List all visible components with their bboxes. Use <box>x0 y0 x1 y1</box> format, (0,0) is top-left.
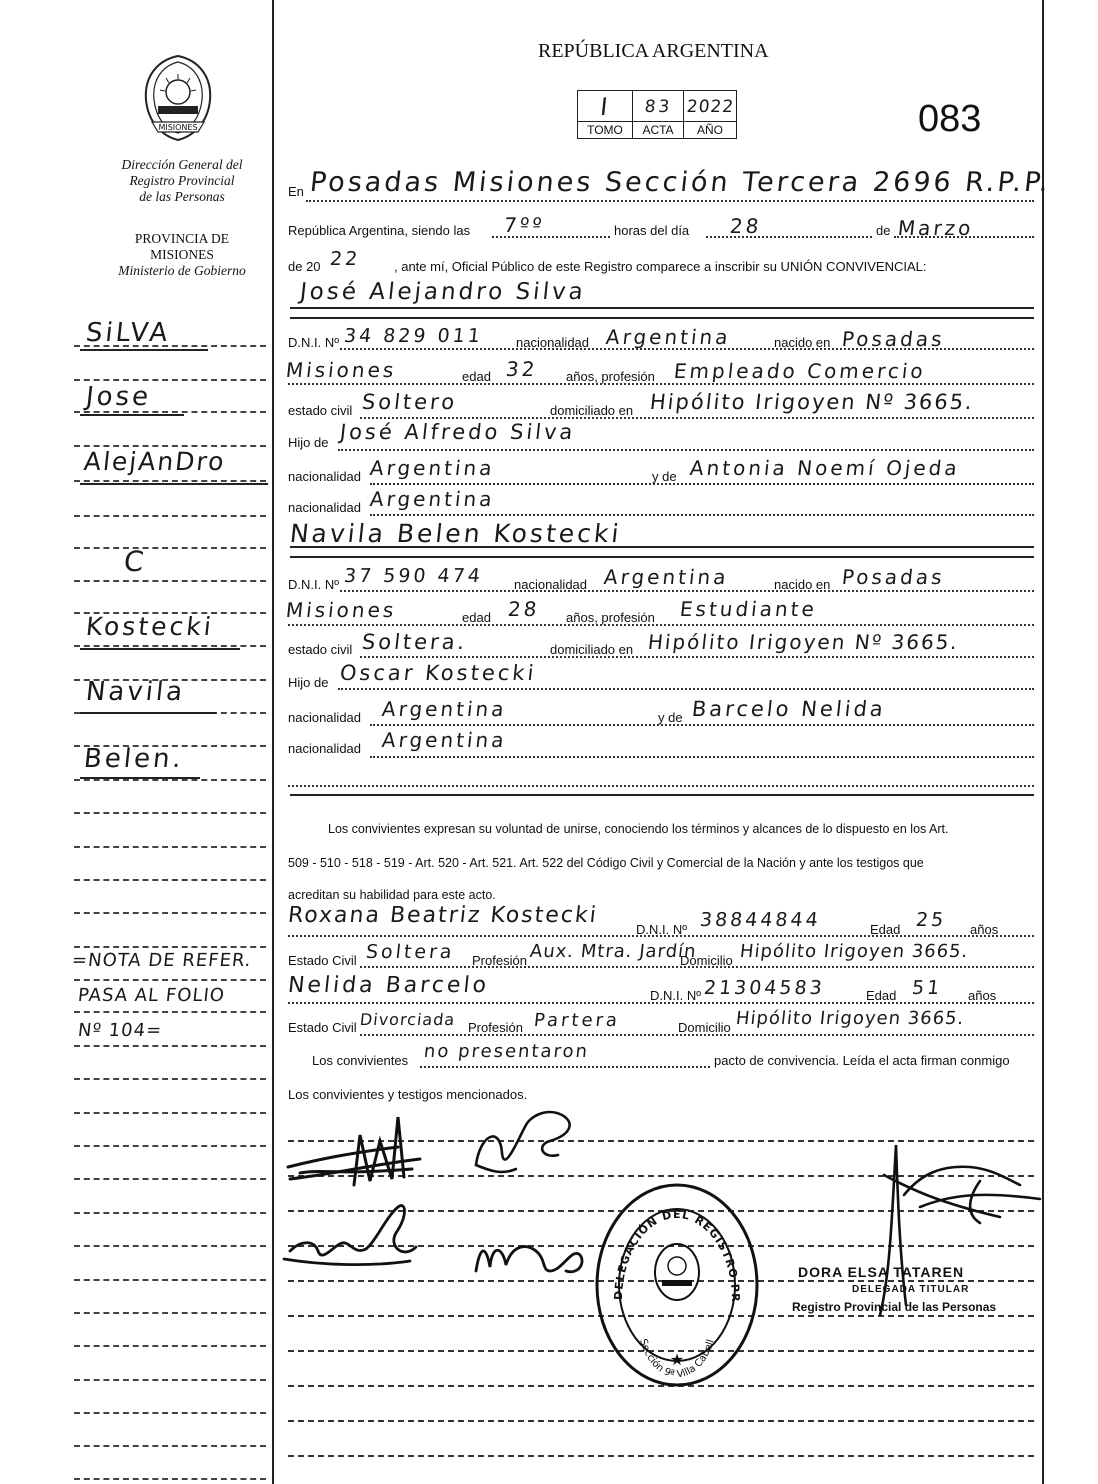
margin-underline <box>80 414 184 416</box>
dotted-line <box>706 236 872 238</box>
margin-ruled-line <box>74 1178 266 1180</box>
margin-c: C <box>122 545 149 578</box>
witness-anos-label: años <box>968 988 997 1003</box>
de-label: de <box>876 223 891 238</box>
yde-label: y de <box>652 469 677 484</box>
edad-label: edad <box>462 610 491 625</box>
margin-ruled-line <box>74 580 266 582</box>
dotted-line <box>370 514 1034 516</box>
margin-ruled-line <box>74 1478 266 1480</box>
agency-line-1: Dirección General del <box>121 157 243 172</box>
nac-label: nacionalidad <box>516 335 590 350</box>
witness2-civil-status: Divorciada <box>359 1010 457 1029</box>
acta-number: 083 <box>918 98 982 140</box>
svg-text:★: ★ <box>669 1352 685 1369</box>
dni-label: D.N.I. Nº <box>288 577 339 592</box>
dotted-line <box>360 417 1034 419</box>
witness-dni-label: D.N.I. Nº <box>636 922 687 937</box>
person2-civil-status: Soltera. <box>360 630 469 654</box>
person2-dni: 37 590 474 <box>342 565 484 587</box>
en-label: En <box>288 184 304 199</box>
margin-underline <box>80 483 268 485</box>
person1-born-in: Posadas <box>840 327 946 351</box>
legal-text-1: Los convivientes expresan su voluntad de unirse, conociendo los términos y alcances de lo dispuesto en los Art. <box>328 822 949 836</box>
edad-label: edad <box>462 369 491 384</box>
stamp-circle-text: DELEGACIÓN DEL REGISTRO PR <box>611 1207 743 1303</box>
margin-ruled-line <box>74 1279 266 1281</box>
margin-underline <box>80 349 208 351</box>
person1-name: José Alejandro Silva <box>298 279 588 305</box>
person2-mother-nationality: Argentina <box>380 728 508 752</box>
margin-ruled-line <box>74 946 266 948</box>
margin-underline <box>80 648 240 650</box>
margin-ruled-line <box>74 779 266 781</box>
acta-value: 83 <box>631 91 685 122</box>
province-line-2: MISIONES <box>150 247 214 262</box>
margin-ruled-line <box>74 480 266 482</box>
margin-underline <box>80 777 200 779</box>
official-name: DORA ELSA TATAREN <box>798 1264 965 1280</box>
witness1-dni: 38844844 <box>698 909 822 931</box>
person1-mother-nationality: Argentina <box>368 487 496 511</box>
dotted-line <box>288 383 1034 385</box>
legal-text-3: acreditan su habilidad para este acto. <box>288 888 496 902</box>
margin-ruled-line <box>74 1212 266 1214</box>
agency-line-3: de las Personas <box>139 189 225 204</box>
witness1-age: 25 <box>914 909 948 931</box>
dotted-line <box>360 966 1034 968</box>
witness-domic-label: Domicilio <box>678 1020 731 1035</box>
person1-address: Hipólito Irigoyen Nº 3665. <box>648 390 976 414</box>
witness2-profession: Partera <box>532 1010 622 1031</box>
margin-ruled-line <box>74 1245 266 1247</box>
domic-label: domiciliado en <box>550 403 634 418</box>
margin-ruled-line <box>74 979 266 981</box>
margin-ruled-line <box>74 846 266 848</box>
margin-middle-name: AlejAnDro <box>82 447 228 476</box>
ministry-name: Ministerio de Gobierno <box>118 263 246 278</box>
dotted-line <box>340 348 1034 350</box>
margin-ruled-line <box>74 1045 266 1047</box>
dotted-line <box>340 590 1034 592</box>
dotted-line <box>288 935 1034 937</box>
margin-note-line-1: =NOTA DE REFER. <box>70 950 253 971</box>
dotted-line <box>360 1034 1034 1036</box>
dotted-line <box>894 236 1034 238</box>
year-suffix: 22 <box>328 248 362 270</box>
margin-ruled-line <box>74 379 266 381</box>
margin-ruled-line <box>74 515 266 517</box>
prof-label: años, profesión <box>566 369 655 384</box>
agency-line-2: Registro Provincial <box>129 173 235 188</box>
person2-name: Navila Belen Kostecki <box>288 519 623 548</box>
province-line-1: PROVINCIA DE <box>134 231 230 246</box>
pact-value: no presentaron <box>422 1041 591 1062</box>
margin-ruled-line <box>74 879 266 881</box>
tomo-label: TOMO <box>578 122 633 139</box>
margin-underline <box>80 712 216 714</box>
dotted-line <box>360 656 1034 658</box>
nac-label: nacionalidad <box>288 469 362 484</box>
margin-ruled-line <box>74 1445 266 1447</box>
person1-profession: Empleado Comercio <box>672 359 928 383</box>
dotted-line <box>370 756 1034 758</box>
person2-born-in: Posadas <box>840 565 946 589</box>
margin-ruled-line <box>74 812 266 814</box>
month-value: Marzo <box>896 216 975 240</box>
hijo-label: Hijo de <box>288 675 329 690</box>
witness1-address: Hipólito Irigoyen 3665. <box>738 941 970 962</box>
person2-father-nationality: Argentina <box>380 697 508 721</box>
witness-anos-label: años <box>970 922 999 937</box>
margin-surname: SiLVA <box>84 318 172 348</box>
closing-text: Los convivientes y testigos mencionados. <box>288 1087 528 1102</box>
dotted-line <box>306 200 1034 202</box>
nac-label: nacionalidad <box>288 710 362 725</box>
hour-value: 7ºº <box>502 213 546 237</box>
margin-ruled-line <box>74 912 266 914</box>
pact-label: Los convivientes <box>312 1053 409 1068</box>
person2-profession: Estudiante <box>678 597 819 621</box>
person2-father: Oscar Kostecki <box>338 661 538 685</box>
witness-domic-label: Domicilio <box>680 953 733 968</box>
dotted-line <box>370 483 1034 485</box>
margin-ruled-line <box>74 1379 266 1381</box>
civil-label: estado civil <box>288 642 353 657</box>
underline <box>290 546 1034 548</box>
margin-note-line-2: PASA AL FOLIO <box>76 985 227 1006</box>
witness-prof-label: Profesión <box>472 953 527 968</box>
ano-label: AÑO <box>684 122 737 139</box>
witness-civil-label: Estado Civil <box>288 1020 357 1035</box>
acta-label: ACTA <box>633 122 684 139</box>
signature-4 <box>476 1247 582 1272</box>
province-name <box>100 231 264 279</box>
tomo-value: I <box>576 91 634 122</box>
margin-ruled-line <box>74 1112 266 1114</box>
underline <box>290 794 1034 796</box>
person1-nationality: Argentina <box>604 325 732 349</box>
signature-ruled-line <box>288 1455 1034 1457</box>
civil-label: estado civil <box>288 403 353 418</box>
horas-label: horas del día <box>614 223 690 238</box>
tomo-acta-box <box>577 90 737 139</box>
margin-ruled-line <box>74 645 266 647</box>
margin-surname-2: Kostecki <box>84 612 216 641</box>
legal-text-2: 509 - 510 - 518 - 519 - Art. 520 - Art. 521. Art. 522 del Código Civil y Comercial de la Nación y ante los testigos que <box>288 856 924 870</box>
hijo-label: Hijo de <box>288 435 329 450</box>
person2-address: Hipólito Irigoyen Nº 3665. <box>646 630 961 654</box>
margin-ruled-line <box>74 1345 266 1347</box>
nacido-label: nacido en <box>774 577 831 592</box>
rep-text: República Argentina, siendo las <box>288 223 471 238</box>
ano-value: 2022 <box>682 91 738 122</box>
dotted-line <box>338 688 1034 690</box>
signature-1 <box>288 1117 420 1185</box>
registry-stamp <box>592 1180 762 1390</box>
dni-label: D.N.I. Nº <box>288 335 339 350</box>
person1-dni: 34 829 011 <box>342 325 484 347</box>
prof-label: años, profesión <box>566 610 655 625</box>
dotted-line <box>338 449 1034 451</box>
margin-ruled-line <box>74 1145 266 1147</box>
person2-nationality: Argentina <box>602 565 730 589</box>
witness-edad-label: Edad <box>866 988 897 1003</box>
intro-text: , ante mí, Oficial Público de este Registro comparece a inscribir su UNIÓN CONVIVENCIAL: <box>394 259 927 274</box>
witness2-address: Hipólito Irigoyen 3665. <box>734 1008 966 1029</box>
margin-first-name-2: Navila <box>84 677 187 707</box>
stamp-inner-text: Sección 9ª Villa Cabell <box>637 1337 717 1381</box>
witness1-civil-status: Soltera <box>364 941 456 963</box>
person1-civil-status: Soltero <box>360 390 459 414</box>
dotted-line <box>492 236 610 238</box>
margin-ruled-line <box>74 1412 266 1414</box>
margin-divider <box>272 0 274 1484</box>
dotted-line <box>288 624 1034 626</box>
witness2-age: 51 <box>910 977 944 999</box>
dotted-line <box>370 724 1034 726</box>
signature-3 <box>284 1206 416 1265</box>
margin-first-name: Jose <box>84 382 153 412</box>
svg-text:MISIONES: MISIONES <box>158 123 198 132</box>
witness2-dni: 21304583 <box>702 977 826 999</box>
yde-label: y de <box>658 710 683 725</box>
pact-rest: pacto de convivencia. Leída el acta firman conmigo <box>714 1053 1010 1068</box>
underline <box>290 317 1034 319</box>
margin-ruled-line <box>74 547 266 549</box>
dotted-line <box>420 1066 710 1068</box>
dotted-line <box>288 1002 1034 1004</box>
official-role: DELEGADA TITULAR <box>852 1284 970 1295</box>
nac-label: nacionalidad <box>288 500 362 515</box>
provincial-seal <box>138 52 218 144</box>
nacido-label: nacido en <box>774 335 831 350</box>
person2-age: 28 <box>506 597 541 621</box>
witness-edad-label: Edad <box>870 922 901 937</box>
person2-mother: Barcelo Nelida <box>690 697 888 721</box>
margin-ruled-line <box>74 1078 266 1080</box>
year-prefix: de 20 <box>288 259 321 274</box>
margin-middle-name-2: Belen. <box>82 744 186 774</box>
margin-ruled-line <box>74 1312 266 1314</box>
agency-name <box>104 157 260 205</box>
place-value: Posadas Misiones Sección Tercera 2696 R.P.P. <box>308 167 1053 198</box>
day-value: 28 <box>728 214 763 238</box>
witness1-name: Roxana Beatriz Kostecki <box>286 903 600 928</box>
person1-father: José Alfredo Silva <box>338 420 577 444</box>
underline <box>290 307 1034 309</box>
witness-civil-label: Estado Civil <box>288 953 357 968</box>
witness2-name: Nelida Barcelo <box>286 973 491 998</box>
country-heading: REPÚBLICA ARGENTINA <box>538 40 769 62</box>
person1-born-in-2: Misiones <box>284 358 398 382</box>
domic-label: domiciliado en <box>550 642 634 657</box>
witness-prof-label: Profesión <box>468 1020 523 1035</box>
signature-2 <box>476 1112 570 1172</box>
margin-ruled-line <box>74 1011 266 1013</box>
nac-label: nacionalidad <box>514 577 588 592</box>
official-office: Registro Provincial de las Personas <box>792 1300 997 1314</box>
person1-age: 32 <box>504 357 539 381</box>
margin-note-line-3: Nº 104= <box>76 1020 164 1041</box>
underline <box>290 556 1034 558</box>
witness1-profession: Aux. Mtra. Jardín <box>528 941 698 962</box>
person1-mother: Antonia Noemí Ojeda <box>688 456 961 480</box>
nac-label: nacionalidad <box>288 741 362 756</box>
person1-father-nationality: Argentina <box>368 456 496 480</box>
witness-dni-label: D.N.I. Nº <box>650 988 701 1003</box>
person2-born-in-2: Misiones <box>284 598 398 622</box>
dotted-line <box>288 785 1034 787</box>
